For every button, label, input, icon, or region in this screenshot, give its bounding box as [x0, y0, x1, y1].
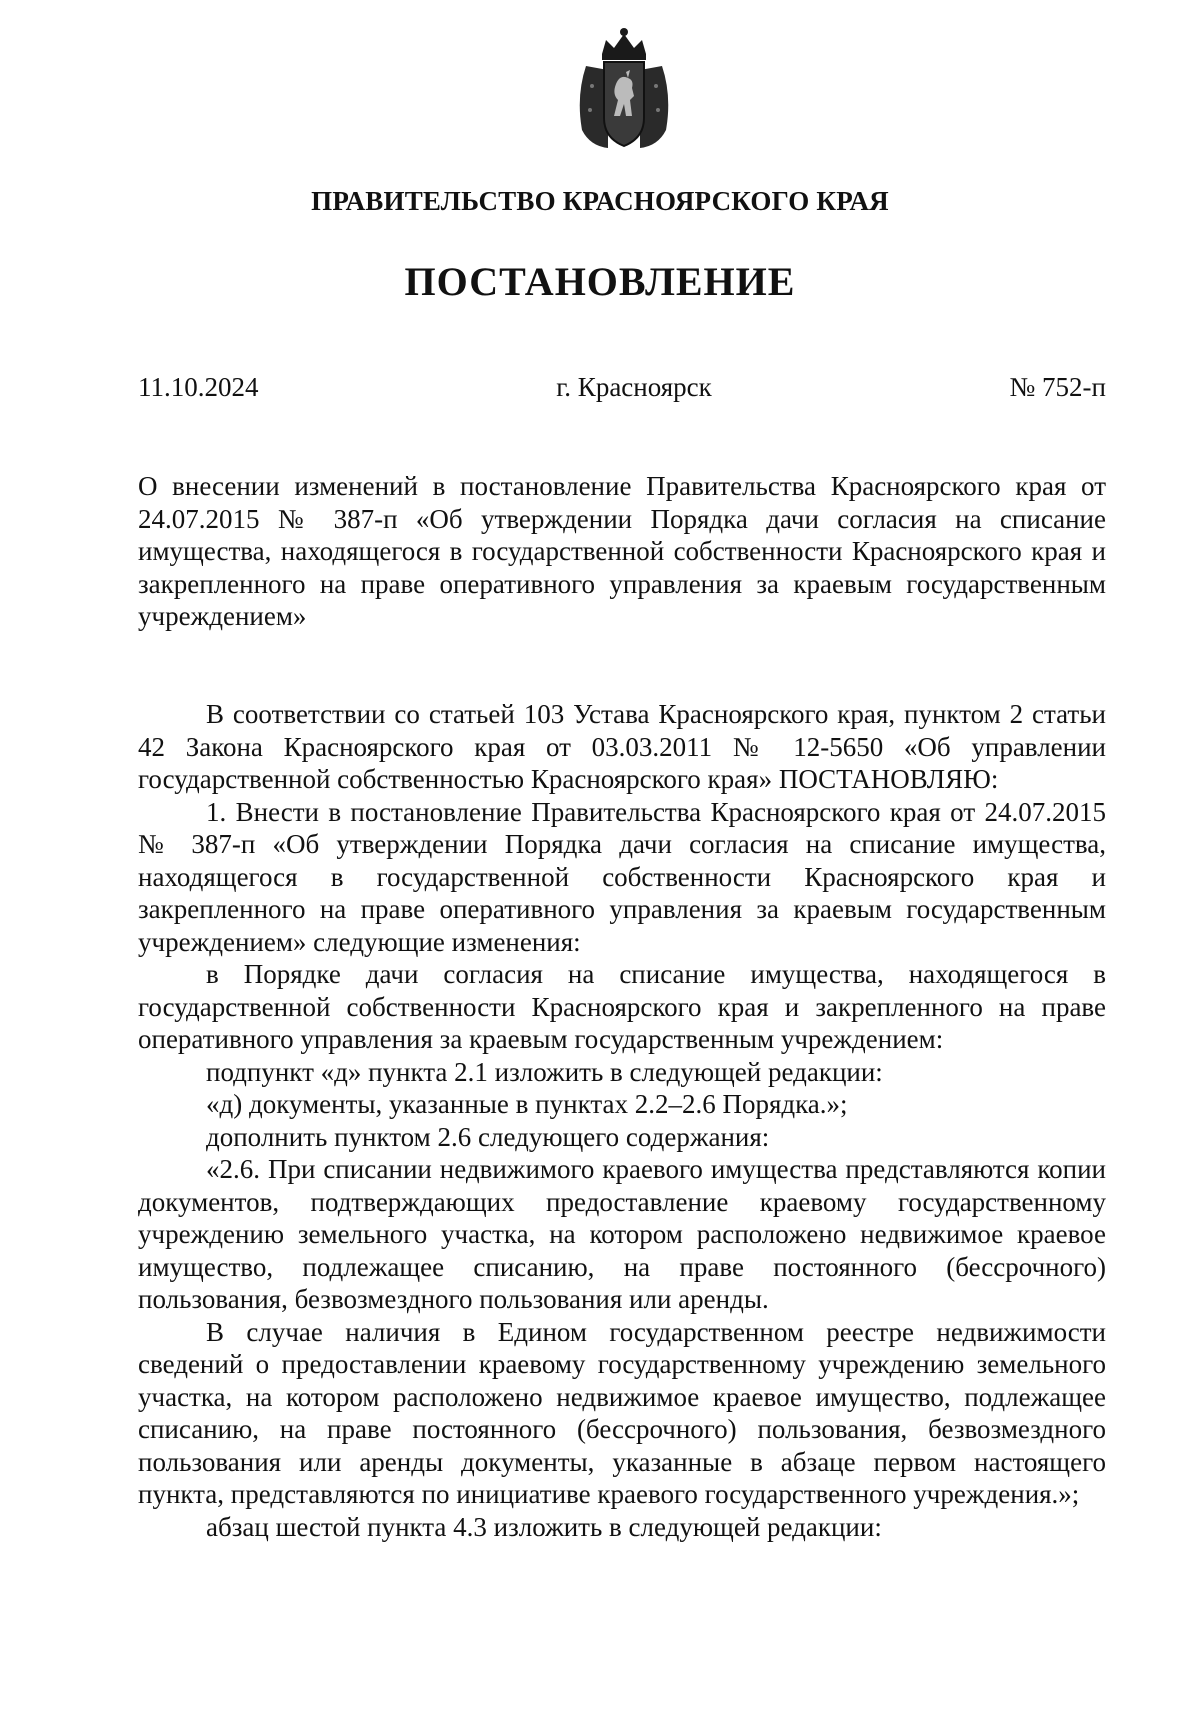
document-number: № 752-п — [1009, 372, 1106, 402]
document-meta-row — [138, 372, 1106, 403]
body-paragraph: 1. Внести в постановление Правительства Красноярского края от 24.07.2015 № 387-п «Об утверждении Порядка дачи согласия на списание имущества, находящегося в государственной собственности Красноярского края и закрепленного на праве оперативного управления за краевым государственным учреждением» следующие изменения: — [138, 796, 1106, 957]
document-type-title: ПОСТАНОВЛЕНИЕ — [404, 259, 796, 304]
body-paragraph: «д) документы, указанные в пунктах 2.2–2.6 Порядка.»; — [206, 1089, 848, 1119]
body-paragraph: В случае наличия в Едином государственном реестре недвижимости сведений о предоставлении краевому государственному учреждению земельного участка, на котором расположено недвижимое краевое имущество, подлежащее списанию, на праве постоянного (бессрочного) пользования, безвозмездного пользования или аренды документы, указанные в абзаце первом настоящего пункта, представляются по инициативе краевого государственного учреждения.»; — [138, 1316, 1106, 1509]
government-title: ПРАВИТЕЛЬСТВО КРАСНОЯРСКОГО КРАЯ — [311, 186, 889, 216]
body-paragraph: абзац шестой пункта 4.3 изложить в следующей редакции: — [206, 1511, 882, 1542]
body-paragraph: «2.6. При списании недвижимого краевого имущества представляются копии документов, подтверждающих предоставление краевому государственному учреждению земельного участка, на котором расположено недвижимое краевое имущество, подлежащее списанию, на праве постоянного (бессрочного) пользования, безвозмездного пользования или аренды. — [138, 1154, 1106, 1314]
body-paragraph: в Порядке дачи согласия на списание имущества, находящегося в государственной собственности Красноярского края и закрепленного на праве оперативного управления за краевым государственным учреждением: — [138, 959, 1106, 1054]
body-paragraph: дополнить пунктом 2.6 следующего содержания: — [206, 1121, 770, 1152]
document-date: 11.10.2024 — [138, 372, 259, 402]
document-subject: О внесении изменений в постановление Правительства Красноярского края от 24.07.2015 № 387-п «Об утверждении Порядка дачи согласия на списание имущества, находящегося в государственной собственности Красноярского края и закрепленного на праве оперативного управления за краевым государственным учреждением» — [138, 471, 1106, 631]
document-body — [138, 698, 1106, 1543]
document-city: г. Красноярск — [556, 372, 712, 402]
body-paragraph: В соответствии со статьей 103 Устава Красноярского края, пунктом 2 статьи 42 Закона Красноярского края от 03.03.2011 № 12-5650 «Об управлении государственной собственностью Красноярского края» ПОСТАНОВЛЯЮ: — [138, 699, 1106, 794]
coat-of-arms-icon — [568, 26, 680, 154]
body-paragraph: подпункт «д» пункта 2.1 изложить в следующей редакции: — [206, 1056, 883, 1087]
